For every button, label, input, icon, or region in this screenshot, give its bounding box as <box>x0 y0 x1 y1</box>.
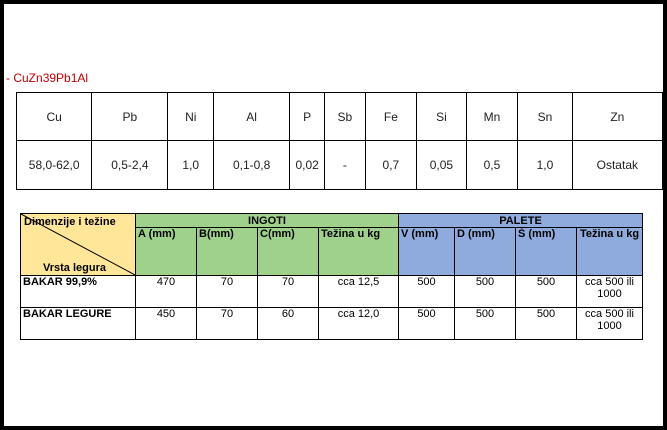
table-cell: 70 <box>197 308 258 340</box>
column-header: D (mm) <box>455 228 516 276</box>
table-cell: 60 <box>258 308 319 340</box>
element-value: 58,0-62,0 <box>17 141 92 190</box>
element-value: - <box>325 141 366 190</box>
element-header: Pb <box>92 93 168 141</box>
element-value: 0,05 <box>417 141 467 190</box>
element-value: 0,7 <box>365 141 416 190</box>
column-header: V (mm) <box>399 228 455 276</box>
element-value: 0,5-2,4 <box>92 141 168 190</box>
column-header: A (mm) <box>136 228 197 276</box>
element-value: Ostatak <box>572 141 662 190</box>
table-cell: 500 <box>516 308 577 340</box>
column-header: C(mm) <box>258 228 319 276</box>
element-header: Si <box>417 93 467 141</box>
document-page <box>4 4 663 426</box>
element-value: 1,0 <box>518 141 572 190</box>
table-cell: 70 <box>258 276 319 308</box>
table-cell: cca 12,0 <box>319 308 399 340</box>
element-value: 0,1-0,8 <box>214 141 290 190</box>
column-header: Težina u kg <box>319 228 399 276</box>
composition-table <box>16 92 663 190</box>
column-header: B(mm) <box>197 228 258 276</box>
element-header: Mn <box>466 93 517 141</box>
alloy-title: - CuZn39Pb1Al <box>6 71 89 85</box>
element-header: Cu <box>17 93 92 141</box>
element-header: Al <box>214 93 290 141</box>
table-cell: 500 <box>455 308 516 340</box>
table-cell: cca 500 ili 1000 <box>577 308 643 340</box>
column-header: Težina u kg <box>577 228 643 276</box>
table-cell: 500 <box>399 308 455 340</box>
element-header: Sb <box>325 93 366 141</box>
corner-label-top: Dimenzije i težine <box>24 216 116 228</box>
table-cell: 70 <box>197 276 258 308</box>
element-header: Zn <box>572 93 662 141</box>
table-cell: 500 <box>516 276 577 308</box>
table-cell: 450 <box>136 308 197 340</box>
table-cell: cca 12,5 <box>319 276 399 308</box>
element-header: Ni <box>168 93 214 141</box>
element-value: 0,02 <box>290 141 325 190</box>
row-name: BAKAR LEGURE <box>21 308 136 340</box>
element-header: Sn <box>518 93 572 141</box>
corner-label-bottom: Vrsta legura <box>43 262 106 274</box>
table-cell: 500 <box>455 276 516 308</box>
table-cell: 470 <box>136 276 197 308</box>
corner-header-cell <box>21 214 136 276</box>
element-header: P <box>290 93 325 141</box>
table-cell: 500 <box>399 276 455 308</box>
element-value: 0,5 <box>466 141 517 190</box>
row-name: BAKAR 99,9% <box>21 276 136 308</box>
element-value: 1,0 <box>168 141 214 190</box>
element-header: Fe <box>365 93 416 141</box>
alloy-title-text: CuZn39Pb1Al <box>13 71 89 85</box>
group-header-ingoti: INGOTI <box>136 214 399 228</box>
group-header-palete: PALETE <box>399 214 643 228</box>
column-header: Š (mm) <box>516 228 577 276</box>
dimensions-table <box>20 213 643 340</box>
table-cell: cca 500 ili 1000 <box>577 276 643 308</box>
